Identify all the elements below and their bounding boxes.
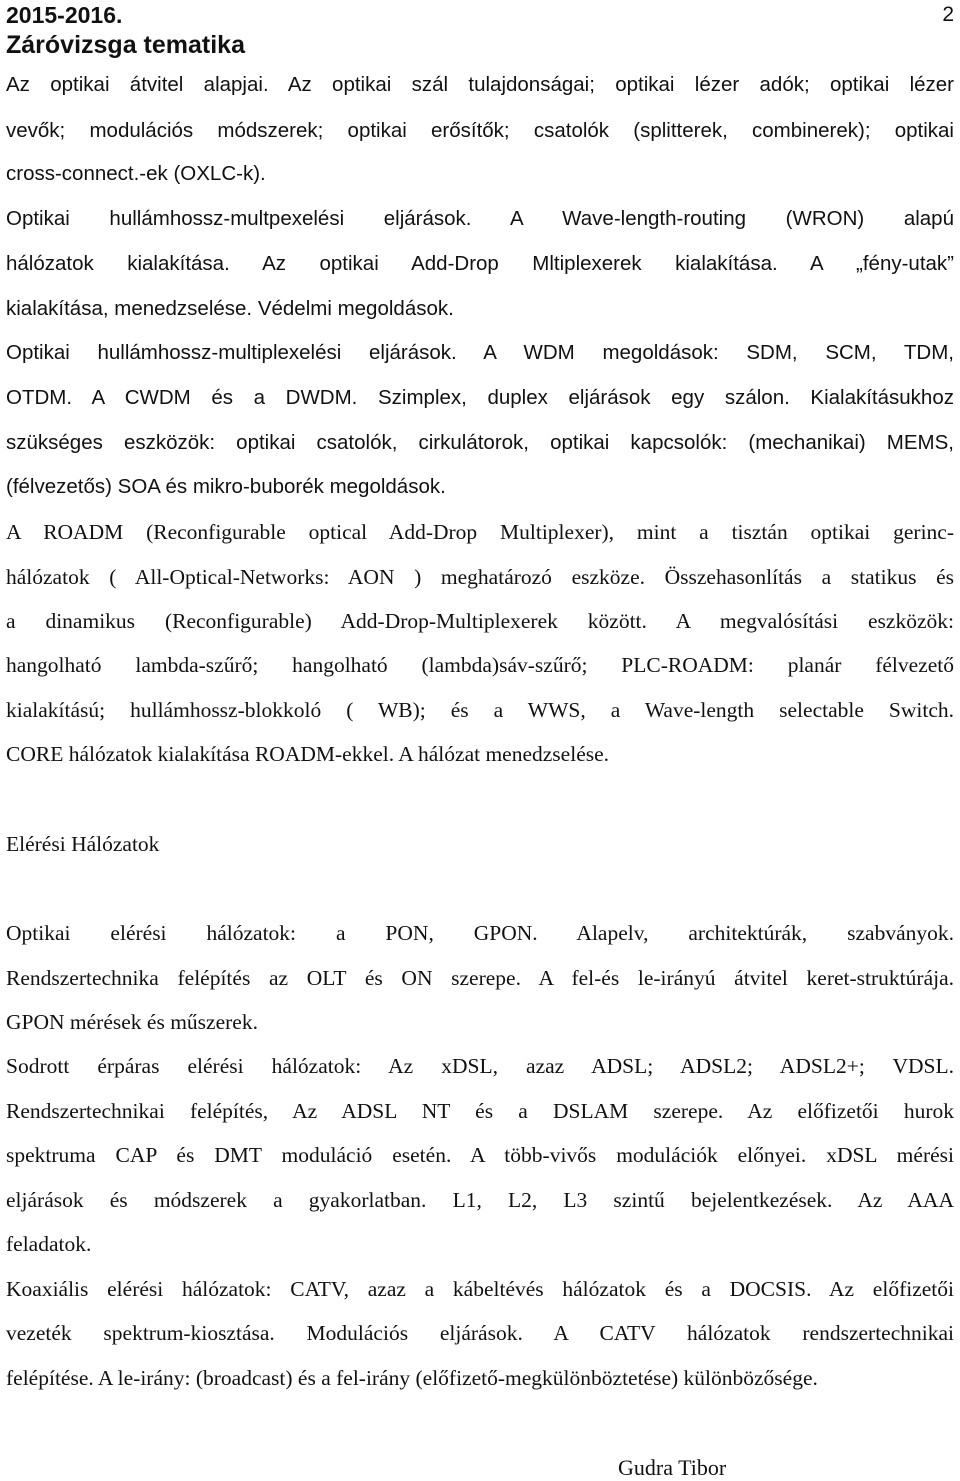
paragraph-line: a dinamikus (Reconfigurable) Add-Drop-Multiplexerek között. A megvalósítási eszközök: <box>6 609 954 633</box>
paragraph-line: kialakítású; hullámhossz-blokkoló ( WB); és a WWS, a Wave-length selectable Switch. <box>6 698 954 722</box>
paragraph-line: Optikai hullámhossz-multiplexelési eljárások. A WDM megoldások: SDM, SCM, TDM, <box>6 341 954 364</box>
paragraph-line: vezeték spektrum-kiosztása. Modulációs eljárások. A CATV hálózatok rendszertechnikai <box>6 1321 954 1345</box>
paragraph-line: Sodrott érpáras elérési hálózatok: Az xDSL, azaz ADSL; ADSL2; ADSL2+; VDSL. <box>6 1054 954 1078</box>
header-year: 2015-2016. <box>6 2 123 28</box>
paragraph-line: A ROADM (Reconfigurable optical Add-Drop Multiplexer), mint a tisztán optikai gerinc- <box>6 520 954 544</box>
paragraph-line: felépítése. A le-irány: (broadcast) és a fel-irány (előfizető-megkülönböztetése) különbözősége. <box>6 1366 818 1390</box>
paragraph-line: Optikai hullámhossz-multpexelési eljárások. A Wave-length-routing (WRON) alapú <box>6 207 954 230</box>
paragraph-line: feladatok. <box>6 1232 92 1256</box>
paragraph-line: spektruma CAP és DMT moduláció esetén. A több-vivős modulációk előnyei. xDSL mérési <box>6 1143 954 1167</box>
paragraph-line: Rendszertechnikai felépítés, Az ADSL NT és a DSLAM szerepe. Az előfizetői hurok <box>6 1099 954 1123</box>
paragraph-line: vevők; modulációs módszerek; optikai erősítők; csatolók (splitterek, combinerek); optikai <box>6 119 954 142</box>
paragraph-line: GPON mérések és műszerek. <box>6 1010 258 1034</box>
author-signature: Gudra Tibor <box>618 1455 727 1480</box>
paragraph-line: Rendszertechnika felépítés az OLT és ON szerepe. A fel-és le-irányú átvitel keret-struktúrája. <box>6 966 954 990</box>
paragraph-line: hálózatok ( All-Optical-Networks: AON ) meghatározó eszköze. Összehasonlítás a statikus és <box>6 565 954 589</box>
section-heading: Elérési Hálózatok <box>6 832 160 856</box>
page-title: Záróvizsga tematika <box>6 31 245 59</box>
paragraph-line: CORE hálózatok kialakítása ROADM-ekkel. A hálózat menedzselése. <box>6 742 610 766</box>
paragraph-line: (félvezetős) SOA és mikro-buborék megoldások. <box>6 475 446 498</box>
paragraph-line: hálózatok kialakítása. Az optikai Add-Drop Mltiplexerek kialakítása. A „fény-utak” <box>6 252 954 275</box>
paragraph-line: OTDM. A CWDM és a DWDM. Szimplex, duplex eljárások egy szálon. Kialakításukhoz <box>6 386 954 409</box>
paragraph-line: hangolható lambda-szűrő; hangolható (lambda)sáv-szűrő; PLC-ROADM: planár félvezető <box>6 653 954 677</box>
paragraph-line: szükséges eszközök: optikai csatolók, cirkulátorok, optikai kapcsolók: (mechanikai) MEMS, <box>6 431 954 454</box>
paragraph-line: kialakítása, menedzselése. Védelmi megoldások. <box>6 297 454 320</box>
paragraph-line: Az optikai átvitel alapjai. Az optikai szál tulajdonságai; optikai lézer adók; optikai lézer <box>6 73 954 96</box>
paragraph-line: Koaxiális elérési hálózatok: CATV, azaz a kábeltévés hálózatok és a DOCSIS. Az előfizetői <box>6 1277 954 1301</box>
paragraph-line: eljárások és módszerek a gyakorlatban. L1, L2, L3 szintű bejelentkezések. Az AAA <box>6 1188 954 1212</box>
page-number: 2 <box>942 3 954 26</box>
paragraph-line: cross-connect.-ek (OXLC-k). <box>6 162 266 185</box>
paragraph-line: Optikai elérési hálózatok: a PON, GPON. Alapelv, architektúrák, szabványok. <box>6 921 954 945</box>
